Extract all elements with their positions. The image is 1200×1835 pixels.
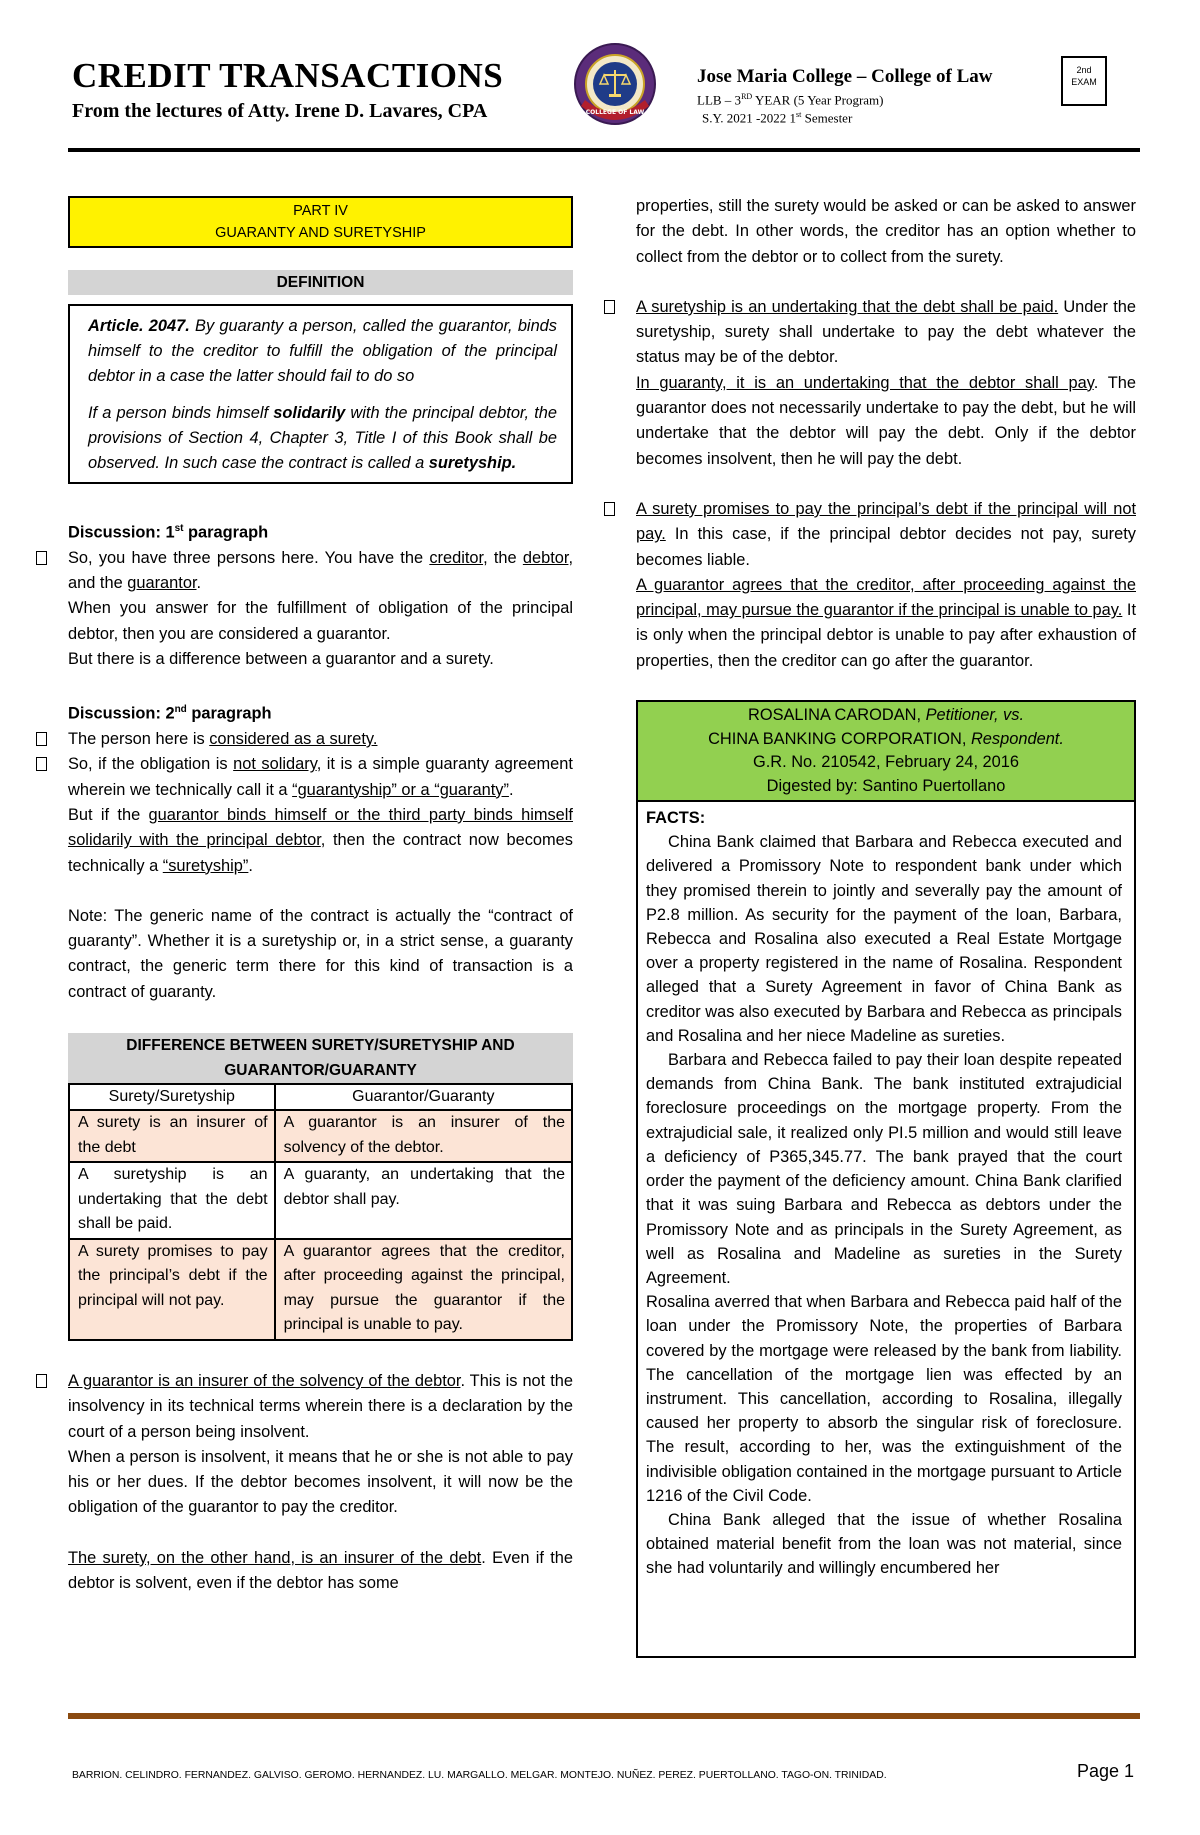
surety-promise-bullet: A surety promises to pay the principal’s debt if the principal will not pay. In this case, if the principal debtor decides not pay, surety becomes liable. — [636, 497, 1136, 573]
table-row: A suretyship is an undertaking that the debt shall be paid. A guaranty, an undertaking that the debtor shall pay. — [69, 1162, 572, 1239]
discussion-1-line2: When you answer for the fulfillment of obligation of the principal debtor, then you are considered a guarantor. — [68, 599, 573, 643]
contributors-list: BARRION. CELINDRO. FERNANDEZ. GALVISO. GEROMO. HERNANDEZ. LU. MARGALLO. MELGAR. MONTEJO. NUÑEZ. PEREZ. PUERTOLLANO. TAGO-ON. TRINIDAD. — [72, 1770, 887, 1781]
guaranty-undertaking-paragraph: In guaranty, it is an undertaking that the debtor shall pay. The guarantor does not necessarily undertake to pay the debt, but he will undertake that the debtor will pay the debt. Only if the debtor becomes insolvent, then he will pay the debt. — [636, 373, 1136, 468]
article-2047-box: Article. 2047. By guaranty a person, called the guarantor, binds himself to the creditor to fulfill the obligation of the principal debtor in a case the latter should fail to do so If a person binds himself solidarily with the principal debtor, the provisions of Section 4, Chapter 3, Title I of this Book shall be observed. In such case the contract is called a suretyship. — [68, 304, 573, 484]
document-subtitle: From the lectures of Atty. Irene D. Lavares, CPA — [72, 100, 488, 122]
table-row: A surety is an insurer of the debt A guarantor is an insurer of the solvency of the debtor. — [69, 1110, 572, 1162]
case-digest-box — [636, 700, 1136, 1658]
table-row: A surety promises to pay the principal’s debt if the principal will not pay. A guarantor agrees that the creditor, after proceeding against the principal, may pursue the guarantor if the principal is unable to pay. — [69, 1239, 572, 1340]
case-header: ROSALINA CARODAN, Petitioner, vs. CHINA BANKING CORPORATION, Respondent. G.R. No. 210542, February 24, 2016 Digested by: Santino Puertollano — [638, 702, 1134, 802]
school-name: Jose Maria College – College of Law — [697, 66, 993, 87]
discussion-2-line3: But if the guarantor binds himself or the third party binds himself solidarily with the principal debtor, then the contract now becomes technically a “suretyship”. — [68, 805, 573, 875]
checkbox-bullet-icon — [36, 1374, 47, 1388]
case-facts: FACTS: China Bank claimed that Barbara and Rebecca executed and delivered a Promissory Note to respondent bank under which they promised therein to jointly and severally pay the amount of P2.8 million. As security for the payment of the loan, Barbara, Rebecca and Rosalina also executed a Real Estate Mortgage over a property registered in the name of Rosalina. Respondent alleged that a Surety Agreement in favor of China Bank as creditor was also executed by Barbara and Rebecca as principals and Rosalina and her niece Madeline as sureties. Barbara and Rebecca failed to pay their loan despite repeated demands from China Bank. The bank instituted extrajudicial foreclosure proceedings on the mortgage property. From the extrajudicial sale, it realized only PI.5 million and would still leave a deficiency of P365,345.77. The bank prayed that the court order the payment of the deficiency amount. China Bank clarified that it was suing Barbara and Rebecca as debtors under the Promissory Note and as principals in the Surety Agreement, as well as Rosalina and Madeline as sureties in the Surety Agreement. Rosalina averred that when Barbara and Rebecca paid half of the loan under the Promissory Note, the properties of Barbara covered by the mortgage were released by the bank from liability. The cancellation of the mortgage lien was effected by an instrument. This cancellation, according to Rosalina, illegally caused her property to absorb the singular risk of foreclosure. The result, according to her, was the extinguishment of the indivisible obligation contained in the mortgage pursuant to Article 1216 of the Civil Code. China Bank alleged that the issue of whether Rosalina obtained material benefit from the loan was not material, since she had voluntarily and willingly encumbered her — [646, 809, 1122, 1578]
checkbox-bullet-icon — [604, 502, 615, 516]
discussion-1-line3: But there is a difference between a guarantor and a surety. — [68, 649, 494, 668]
discussion-1-title: Discussion: 1st paragraph — [68, 523, 269, 542]
checkbox-bullet-icon — [36, 551, 47, 565]
guarantor-insurer-bullet: A guarantor is an insurer of the solvency of the debtor. This is not the insolvency in its technical terms wherein there is a declaration by the court of a person being insolvent. — [68, 1369, 573, 1445]
school-year: S.Y. 2021 -2022 1st Semester — [702, 110, 853, 126]
suretyship-undertaking-bullet: A suretyship is an undertaking that the debt shall be paid. Under the suretyship, surety shall undertake to pay the debt whatever the status may be of the debtor. — [636, 295, 1136, 371]
part-label: PART IV — [293, 203, 348, 219]
part-title: GUARANTY AND SURETYSHIP — [215, 225, 426, 241]
note-paragraph: Note: The generic name of the contract is actually the “contract of guaranty”. Whether it is a suretyship or, in a strict sense, a guaranty contract, the generic term there for this kind of transaction is a contract of guaranty. — [68, 906, 573, 1001]
discussion-1-bullet: So, you have three persons here. You have the creditor, the debtor, and the guarantor. — [68, 546, 573, 597]
surety-insurer-paragraph: The surety, on the other hand, is an insurer of the debt. Even if the debtor is solvent, even if the debtor has some — [68, 1548, 573, 1593]
checkbox-bullet-icon — [36, 732, 47, 746]
college-of-law-seal-logo — [573, 42, 657, 126]
continuation-paragraph: properties, still the surety would be asked or can be asked to answer for the debt. In other words, the creditor has an option whether to collect from the debtor or to collect from the surety. — [636, 197, 1136, 266]
table-header-surety: Surety/Suretyship — [69, 1084, 275, 1111]
checkbox-bullet-icon — [36, 757, 47, 771]
left-column — [68, 196, 573, 1596]
svg-text:COLLEGE OF LAW: COLLEGE OF LAW — [585, 109, 645, 116]
difference-table — [68, 1083, 573, 1341]
part-heading — [68, 196, 573, 248]
difference-table-title: DIFFERENCE BETWEEN SURETY/SURETYSHIP AND GUARANTOR/GUARANTY — [68, 1033, 573, 1083]
header-divider — [68, 148, 1140, 152]
discussion-2-bullet-2: So, if the obligation is not solidary, it is a simple guaranty agreement wherein we technically call it a “guarantyship” or a “guaranty”. — [68, 752, 573, 803]
exam-badge: 2nd EXAM — [1061, 56, 1107, 106]
footer-divider — [68, 1713, 1140, 1719]
definition-heading: DEFINITION — [68, 270, 573, 295]
program-line: LLB – 3RD YEAR (5 Year Program) — [697, 92, 884, 108]
guarantor-agrees-paragraph: A guarantor agrees that the creditor, after proceeding against the principal, may pursue the guarantor if the principal is unable to pay. It is only when the principal debtor is unable to pay after exhaustion of properties, then the creditor can go after the guarantor. — [636, 575, 1136, 670]
document-title: CREDIT TRANSACTIONS — [72, 56, 504, 95]
page-number: Page 1 — [1076, 1761, 1134, 1781]
right-column — [636, 194, 1136, 1658]
table-header-guarantor: Guarantor/Guaranty — [275, 1084, 572, 1111]
insolvent-paragraph: When a person is insolvent, it means that he or she is not able to pay his or her dues. If the debtor becomes insolvent, it will now be the obligation of the guarantor to pay the creditor. — [68, 1447, 573, 1517]
checkbox-bullet-icon — [604, 300, 615, 314]
discussion-2-bullet-1: The person here is considered as a surety. — [68, 727, 573, 752]
discussion-2-title: Discussion: 2nd paragraph — [68, 704, 272, 723]
